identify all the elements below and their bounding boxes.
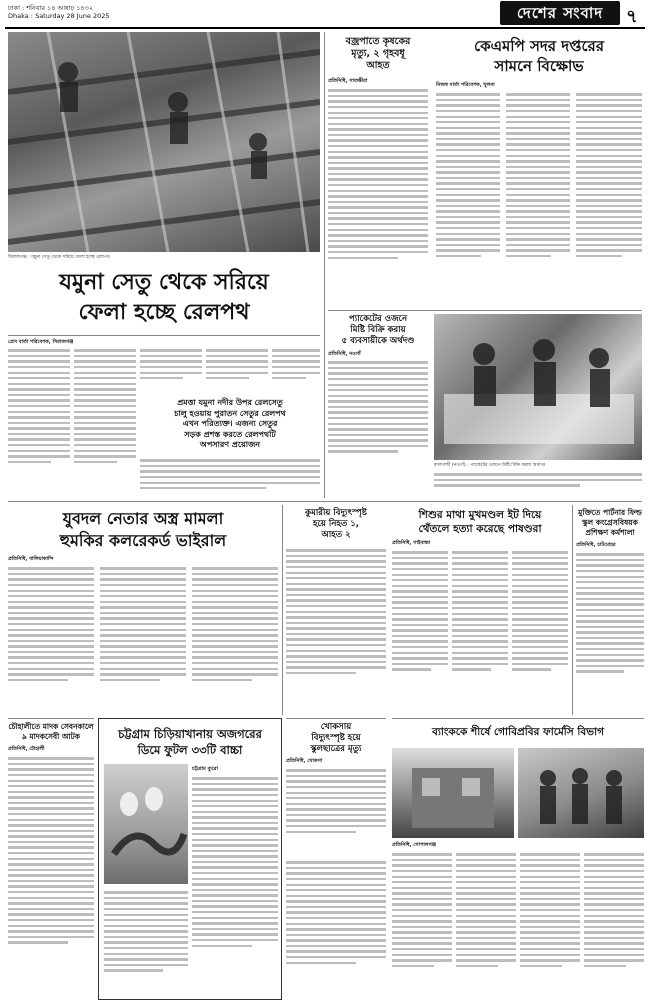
shishu-headline [392,508,568,536]
mukti-body [576,550,644,714]
python-graphic [104,764,188,884]
divider [8,718,94,719]
shishu-headline-line1: শিশুর মাথা মুখমণ্ডল ইট দিয়ে [418,509,542,521]
jamuna-body-col1 [8,346,70,498]
jamuna-body-col3 [140,346,202,394]
jamuna-headline-line2: ফেলা হচ্ছে রেলপথ [78,300,250,325]
edition-date [8,4,110,20]
bajra-headline [328,36,428,72]
chittagong-headline-line1: চট্টগ্রাম চিড়িয়াখানায় অজগরের [118,727,262,741]
jamuna-body-lower [140,456,320,498]
chauhali-headline-line1: চৌহালীতে মাদক সেবনকালে [8,722,94,731]
shishu-body-col1 [392,548,448,714]
bangkok-body-col3 [520,850,580,1000]
col-divider [324,32,325,498]
shishu-body-col2 [452,548,508,714]
rail-photo-caption: সিরাজগঞ্জ : যমুনা সেতু থেকে সরিয়ে ফেলা হচ্ছে রেলপথ [8,255,110,260]
kmp-body-col2 [506,90,570,306]
packet-headline-line3: ৫ ব্যবসায়ীকে অর্থদণ্ড [341,336,415,346]
python-eggs-photo [104,764,188,884]
divider [8,501,642,502]
date-bangla: ঢাকা : শনিবার ১৪ আষাঢ় ১৪৩২ [8,4,94,12]
mukti-headline-line1: মুক্তিতে পার্টনার ফিল্ড [578,508,642,517]
sweet-shop-graphic [434,314,642,460]
bangkok-graphic [392,748,514,838]
divider [8,335,320,336]
khokshar-headline-line3: স্কুলছাত্রের মৃত্যু [310,744,362,754]
jubodal-body-col3 [192,564,278,714]
bangkok-body-col1 [392,850,452,1000]
bangkok-body-col2 [456,850,516,1000]
kmp-byline: নিজস্ব বার্তা পরিবেশক, খুলনা [436,82,495,88]
packet-headline-line1: প্যাকেটের ওজনে [348,314,408,324]
mukti-headline-line3: প্রশিক্ষণ কর্মশালা [585,528,635,537]
bajra-headline-line2: মৃত্যু, ২ গৃহবধূ [351,48,405,59]
jamuna-byline: প্রেস বার্তা পরিবেশক, সিরাজগঞ্জ [8,339,74,345]
jubodal-headline [8,508,278,552]
jamuna-body-col2 [74,346,136,498]
bajra-byline: প্রতিনিধি, সাতক্ষীরা [328,78,368,84]
chittagong-body-col1 [192,774,278,998]
chauhali-headline [8,722,94,742]
shishu-headline-line2: থেঁতলে হত্যা করেছে পাষণ্ডরা [418,523,542,535]
khokshar-headline-line1: খোকসায় [320,722,352,732]
khokshar-byline: প্রতিনিধি, খোকসা [286,758,323,764]
award-graphic [518,748,644,838]
header-rule [5,27,645,29]
khokshar-headline [286,722,386,755]
mukti-headline [576,508,644,538]
khokshar-headline-line2: বিদ্যুৎস্পৃষ্ট হয়ে [311,733,361,743]
award-photo [518,748,644,838]
jamuna-sub-line5: অপসারণ প্রয়োজন [199,440,261,449]
chittagong-body-col2 [104,888,188,998]
kmp-headline [436,36,642,76]
jamuna-sub-line3: এখন পরিত্যক্ত। এজন্য সেতুর [182,419,278,428]
jamuna-sub-line2: চালু হওয়ায় পুরাতন সেতুর রেলপথ [174,408,286,418]
bangkok-photo [392,748,514,838]
packet-byline: প্রতিনিধি, নওগাঁ [328,351,361,357]
jamuna-headline-line1: যমুনা সেতু থেকে সরিয়ে [59,270,269,295]
jamuna-rail-photo [8,32,320,252]
date-english: Dhaka : Saturday 28 June 2025 [8,12,110,20]
jamuna-body-col4 [206,346,268,394]
bidyut-headline-line3: আহত ২ [321,530,351,540]
bajra-headline-line1: বজ্রপাতে কৃষকের [345,36,411,47]
khokshar-body-lower [286,858,386,1000]
jubodal-byline: প্রতিনিধি, বালিয়াকান্দি [8,556,54,562]
jamuna-headline [8,268,320,328]
section-masthead: দেশের সংবাদ [500,1,620,25]
chittagong-headline-line2: ডিমে ফুটল ৩৩টি বাচ্চা [137,743,243,757]
col-divider [572,505,573,715]
jubodal-body-col2 [100,564,186,714]
jubodal-body-col1 [8,564,94,714]
chittagong-byline: চট্টগ্রাম ব্যুরো [192,766,219,772]
bajra-body [328,86,428,306]
packet-body [328,358,428,478]
divider [286,718,386,719]
page-number: ৭ [626,6,638,27]
bidyut-headline-line2: হয়ে নিহত ১, [313,519,359,529]
chittagong-headline [100,726,280,758]
khokshar-body [286,766,386,854]
sweet-shop-photo [434,314,642,460]
jamuna-sub-line1: প্রমত্তা যমুনা নদীর উপর রেলসেতু [177,398,283,407]
chauhali-headline-line2: ৯ মাদকসেবী আটক [22,732,80,741]
kmp-body-col1 [436,90,500,306]
kmp-body-col3 [576,90,642,306]
packet-headline-line2: মিষ্টি বিক্রি করায় [350,325,406,335]
shishu-body-col3 [512,548,568,714]
chauhali-body [8,754,94,1000]
bidyut-headline-line1: কুমারীয় বিদ্যুৎস্পৃষ্ট [305,508,367,518]
shishu-byline: প্রতিনিধি, গাইবান্ধা [392,540,431,546]
jubodal-headline-line2: হুমকির কলরেকর্ড ভাইরাল [59,531,227,550]
bidyut-headline [286,508,386,541]
bangkok-byline: প্রতিনিধি, গোপালগঞ্জ [392,842,437,848]
jamuna-sub-line4: সড়ক প্রশস্ত করতে রেলপথটি [184,429,276,439]
packet-body-lower [434,470,642,498]
bangkok-body-col4 [584,850,644,1000]
bajra-headline-line3: আহত [366,60,390,71]
sweet-shop-caption: বদলগাছী (নওগাঁ) : প্যাকেটের ওজনে মিষ্টি বিক্রি করায় অর্থদণ্ড [434,463,546,468]
bangkok-headline: ব্যাংককে শীর্ষে গোবিপ্রবির ফার্মেসি বিভাগ [431,726,604,738]
rail-photo-graphic [8,32,320,252]
jamuna-subheadline [140,398,320,451]
col-divider [282,505,283,715]
divider [392,718,644,719]
divider [328,310,642,311]
jubodal-headline-line1: যুবদল নেতার অস্ত্র মামলা [62,509,224,528]
mukti-headline-line2: স্কুল কংগ্রেসবিষয়ক [582,518,638,527]
kmp-headline-line2: সামনে বিক্ষোভ [494,57,584,75]
mukti-byline: প্রতিনিধি, চাটমোহর [576,542,616,548]
chauhali-byline: প্রতিনিধি, চৌহালী [8,746,45,752]
jamuna-body-col5 [272,346,320,394]
bidyut-body [286,546,386,714]
kmp-headline-line1: কেএমপি সদর দপ্তরের [473,37,604,55]
packet-headline [328,314,428,347]
